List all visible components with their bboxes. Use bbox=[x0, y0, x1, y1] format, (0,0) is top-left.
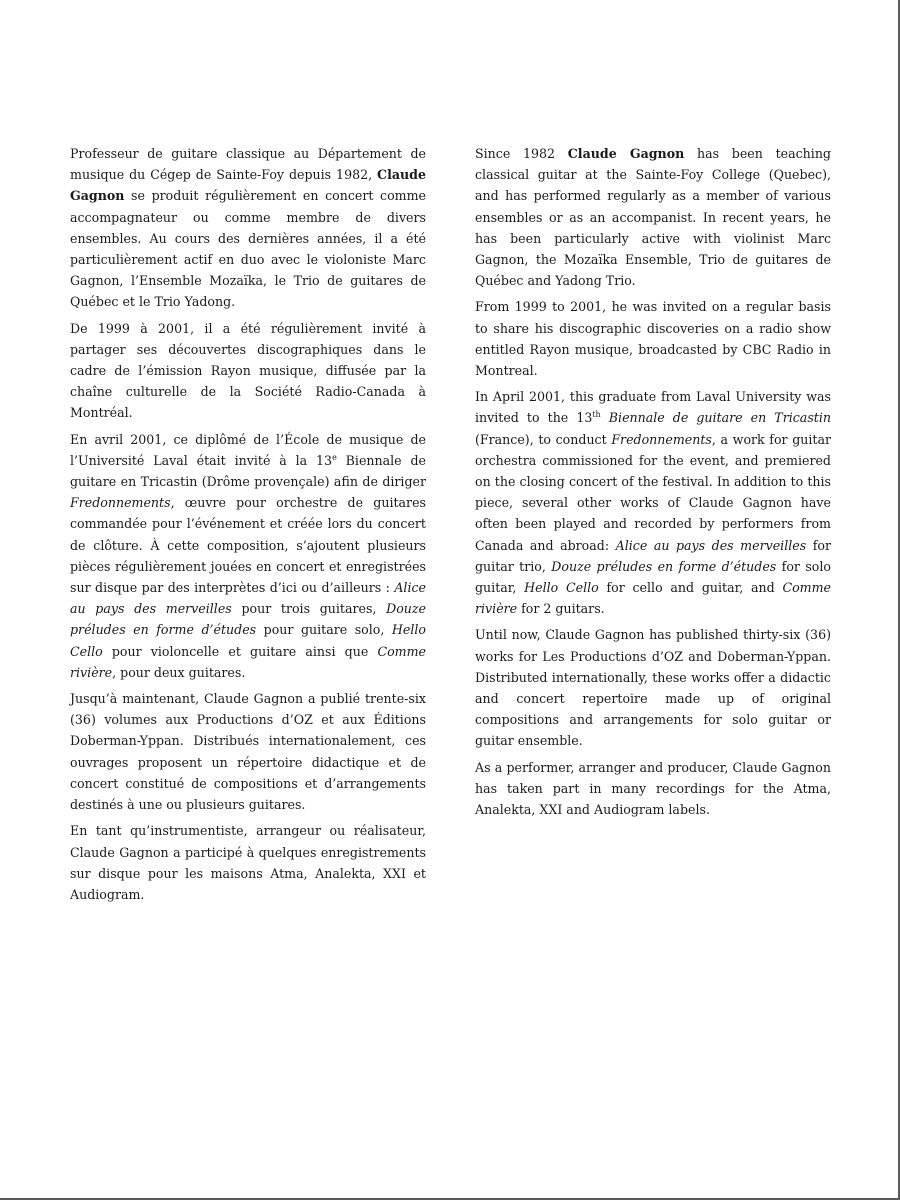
text-run: In April 2001, this graduate from Laval University was invited to the 13 bbox=[475, 389, 831, 426]
text-run: , a work for guitar orchestra commissioned for the event, and premiered on the closing concert of the festival. In addition to this piece, several other works of Claude Gagnon have often been played and recorded by performers from Canada and abroad: bbox=[475, 431, 832, 553]
text-run: has been teaching classical guitar at the Sainte-Foy College (Quebec), and has performed regularly as a member of various ensembles or as an accompanist. In recent years, he has been particularly active with violinist Marc Gagnon, the Mozaïka Ensemble, Trio de guitares de Québec and Yadong Trio. bbox=[475, 146, 831, 289]
text-run: Professeur de guitare classique au Département de musique du Cégep de Sainte-Foy depuis 1982, bbox=[70, 146, 426, 183]
text-run: se produit régulièrement en concert comme accompagnateur ou comme membre de divers ensembles. Au cours des dernières années, il a été particulièrement actif en duo avec le violoniste Marc Gagnon, l’Ensemble Mozaïka, le Trio de guitares de Québec et le Trio Yadong. bbox=[70, 188, 426, 310]
french-paragraph-3 bbox=[70, 429, 426, 683]
ordinal-suffix: th bbox=[592, 410, 601, 420]
text-run: (France), to conduct bbox=[475, 431, 612, 447]
text-run: for cello and guitar, and bbox=[598, 580, 783, 596]
english-paragraph-3 bbox=[475, 386, 831, 619]
text-run: Since 1982 bbox=[475, 146, 568, 161]
work-title: Fredonnements bbox=[611, 431, 712, 447]
text-run: , pour deux guitares. bbox=[112, 664, 246, 680]
work-title: Hello Cello bbox=[524, 580, 599, 596]
french-paragraph-5: En tant qu’instrumentiste, arrangeur ou réalisateur, Claude Gagnon a participé à quelques enregistrements sur disque pour les maisons Atma, Analekta, XXI et Audiogram. bbox=[70, 823, 426, 902]
work-title: Alice au pays des merveilles bbox=[615, 537, 807, 553]
text-run: for guitar trio, bbox=[475, 537, 831, 574]
text-run: En avril 2001, ce diplômé de l’École de musique de l’Université Laval était invité à la 13 bbox=[70, 431, 426, 468]
french-paragraph-4: Jusqu’à maintenant, Claude Gagnon a publié trente-six (36) volumes aux Productions d’OZ et aux Éditions Doberman-Yppan. Distribués internationalement, ces ouvrages proposent un répertoire didactique et de concert constitué de compositions et d’arrangements destinés à une ou plusieurs guitares. bbox=[70, 691, 426, 813]
text-run: for 2 guitars. bbox=[517, 601, 605, 617]
ordinal-suffix: e bbox=[332, 452, 337, 462]
english-bio-column bbox=[475, 143, 831, 825]
artist-name: Claude Gagnon bbox=[70, 167, 426, 204]
work-title: Douze préludes en forme d’études bbox=[551, 558, 777, 574]
english-paragraph-1 bbox=[475, 143, 831, 291]
french-paragraph-1 bbox=[70, 143, 426, 313]
work-title: Comme rivière bbox=[70, 643, 426, 680]
english-paragraph-5: As a performer, arranger and producer, Claude Gagnon has taken part in many recordings for the Atma, Analekta, XXI and Audiogram labels. bbox=[475, 759, 831, 818]
event-title: Biennale de guitare en Tricastin bbox=[600, 410, 831, 426]
work-title: Alice au pays des merveilles bbox=[70, 580, 426, 617]
french-paragraph-2: De 1999 à 2001, il a été régulièrement invité à partager ses découvertes discographiques dans le cadre de l’émission Rayon musique, diffusée par la chaîne culturelle de la Société Radio-Canada à Montréal. bbox=[70, 320, 426, 421]
text-run: pour trois guitares, bbox=[231, 601, 387, 617]
work-title: Comme rivière bbox=[475, 580, 831, 617]
artist-name: Claude Gagnon bbox=[567, 146, 685, 161]
work-title: Douze préludes en forme d’études bbox=[70, 601, 426, 638]
english-paragraph-4: Until now, Claude Gagnon has published thirty-six (36) works for Les Productions d’OZ and Doberman-Yppan. Distributed internationally, these works offer a didactic and concert repertoire made up of original compositions and arrangements for solo guitar or guitar ensemble. bbox=[475, 627, 831, 749]
work-title: Fredonnements bbox=[70, 495, 171, 511]
text-run: for solo guitar, bbox=[475, 558, 831, 596]
text-run: pour violoncelle et guitare ainsi que bbox=[102, 643, 378, 659]
english-paragraph-2: From 1999 to 2001, he was invited on a regular basis to share his discographic discoveries on a radio show entitled Rayon musique, broadcasted by CBC Radio in Montreal. bbox=[475, 299, 831, 379]
french-bio-column bbox=[70, 143, 426, 910]
work-title: Hello Cello bbox=[70, 622, 426, 659]
text-run: pour guitare solo, bbox=[256, 622, 392, 638]
text-run: Biennale de guitare en Tricastin (Drôme provençale) afin de diriger bbox=[70, 452, 426, 490]
text-run: , œuvre pour orchestre de guitares commandée pour l’événement et créée lors du concert de clôture. À cette composition, s’ajoutent plusieurs pièces régulièrement jouées en concert et enregistrées sur disque par des interprètes d’ici ou d’ailleurs : bbox=[70, 495, 426, 596]
